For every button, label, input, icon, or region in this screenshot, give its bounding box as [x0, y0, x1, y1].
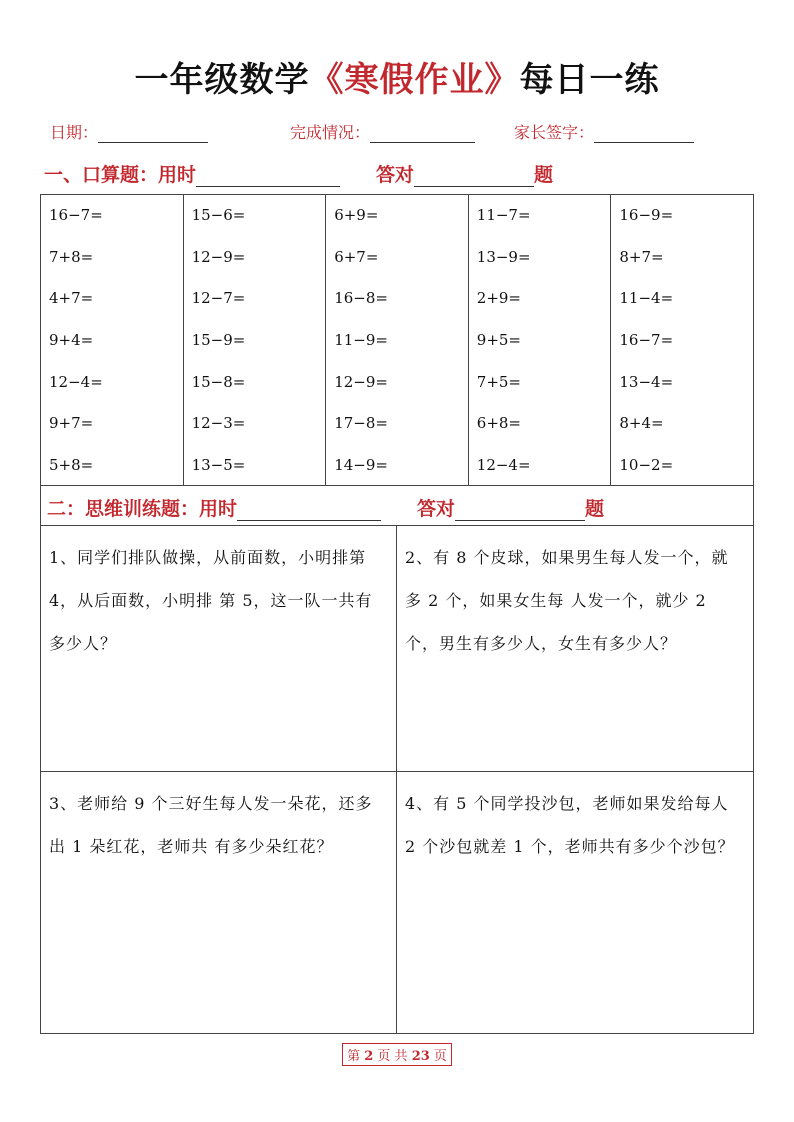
oral-problem[interactable]: 6+9=: [334, 206, 379, 224]
oral-problem[interactable]: 12−4=: [476, 456, 531, 475]
oral-column-4: [469, 195, 612, 485]
oral-problem[interactable]: 13−9=: [476, 247, 531, 266]
oral-calculation-table: [40, 194, 754, 486]
oral-problem[interactable]: 5+8=: [49, 456, 94, 475]
oral-problem[interactable]: 12−7=: [191, 289, 246, 308]
completion-label: 完成情况：: [290, 123, 371, 142]
oral-problem[interactable]: 12−9=: [334, 372, 388, 391]
section1-time-blank[interactable]: [196, 166, 340, 187]
oral-problem[interactable]: 7+5=: [476, 372, 522, 391]
completion-field: [290, 120, 475, 143]
oral-problem[interactable]: 8+4=: [619, 414, 664, 433]
word-problem-grid: [41, 526, 753, 1033]
oral-problem[interactable]: 4+7=: [49, 289, 94, 308]
date-blank[interactable]: [98, 124, 208, 143]
oral-problem[interactable]: 2+9=: [476, 289, 522, 308]
title-part1: 一年级数学: [134, 60, 310, 100]
oral-problem[interactable]: 9+7=: [49, 414, 94, 433]
oral-problem[interactable]: 12−9=: [191, 247, 246, 266]
oral-problem[interactable]: 11−9=: [334, 331, 388, 350]
completion-blank[interactable]: [370, 124, 475, 143]
section1-heading: [44, 160, 553, 187]
word-problem-1[interactable]: 1、同学们排队做操，从前面数，小明排第 4，从后面数，小明排 第 5，这一队一共有多少人？: [41, 526, 397, 772]
oral-problem[interactable]: 16−8=: [334, 289, 388, 308]
section1-suffix: 题: [534, 164, 554, 186]
oral-problem[interactable]: 6+7=: [334, 247, 379, 266]
page-total: 23: [411, 1049, 430, 1064]
section1-correct-blank[interactable]: [414, 166, 534, 187]
oral-problem[interactable]: 9+4=: [49, 331, 94, 350]
oral-problem[interactable]: 7+8=: [49, 247, 94, 266]
oral-problem[interactable]: 12−3=: [191, 414, 246, 433]
oral-problem[interactable]: 6+8=: [476, 414, 522, 433]
page-title: [0, 52, 794, 101]
page-suffix: 页: [433, 1049, 447, 1064]
oral-column-5: [611, 195, 753, 485]
oral-problem[interactable]: 9+5=: [476, 331, 522, 350]
word-problem-4[interactable]: 4、有 5 个同学投沙包，老师如果发给每人 2 个沙包就差 1 个，老师共有多少个沙包？: [405, 794, 735, 856]
oral-problem[interactable]: 16−7=: [49, 206, 103, 224]
oral-problem[interactable]: 14−9=: [334, 456, 388, 475]
section2-correct-blank[interactable]: [455, 500, 585, 521]
oral-problem[interactable]: 17−8=: [334, 414, 388, 433]
section2-heading: [47, 494, 604, 521]
oral-column-2: [184, 195, 327, 485]
word-problem-2[interactable]: 2、有 8 个皮球，如果男生每人发一个，就多 2 个，如果女生每 人发一个，就少 2 个，男生有多少人，女生有多少人？: [397, 526, 753, 772]
oral-problem[interactable]: 11−7=: [476, 206, 531, 224]
parent-signature-blank[interactable]: [594, 124, 694, 143]
section2-label: 二：思维训练题：用时: [47, 498, 238, 520]
page-footer: [0, 1043, 794, 1066]
oral-problem[interactable]: 12−4=: [49, 372, 103, 391]
thinking-training-section: [40, 486, 754, 1034]
parent-signature-field: [514, 120, 694, 143]
word-problem-3[interactable]: 3、老师给 9 个三好生每人发一朵花，还多出 1 朵红花，老师共 有多少朵红花？: [41, 772, 397, 1033]
parent-label: 家长签字：: [514, 123, 595, 142]
oral-column-1: [41, 195, 184, 485]
oral-problem[interactable]: 10−2=: [619, 456, 674, 475]
oral-problem[interactable]: 15−9=: [191, 331, 246, 350]
oral-problem[interactable]: 15−8=: [191, 372, 246, 391]
oral-problem[interactable]: 13−4=: [619, 372, 674, 391]
section1-label: 一、口算题：用时: [44, 164, 197, 186]
page-prefix: 第: [347, 1049, 361, 1064]
oral-column-3: [326, 195, 469, 485]
section2-heading-row: [41, 486, 753, 526]
oral-problem[interactable]: 15−6=: [191, 206, 246, 224]
page-current: 2: [364, 1049, 374, 1064]
oral-problem[interactable]: 16−9=: [619, 206, 674, 224]
title-part2: 《寒假作业》: [309, 60, 520, 100]
oral-problem[interactable]: 16−7=: [619, 331, 674, 350]
section2-time-blank[interactable]: [237, 500, 381, 521]
date-field: [50, 120, 208, 143]
oral-problem[interactable]: 8+7=: [619, 247, 664, 266]
section1-correct-label: 答对: [376, 164, 415, 186]
date-label: 日期：: [50, 123, 99, 142]
page-indicator: [342, 1043, 452, 1066]
page-mid: 页 共: [377, 1049, 408, 1064]
oral-problem[interactable]: 13−5=: [191, 456, 246, 475]
section2-correct-label: 答对: [417, 498, 456, 520]
header-info: [50, 120, 744, 146]
title-part3: 每日一练: [519, 60, 660, 100]
section2-suffix: 题: [585, 498, 605, 520]
oral-problem[interactable]: 11−4=: [619, 289, 674, 308]
